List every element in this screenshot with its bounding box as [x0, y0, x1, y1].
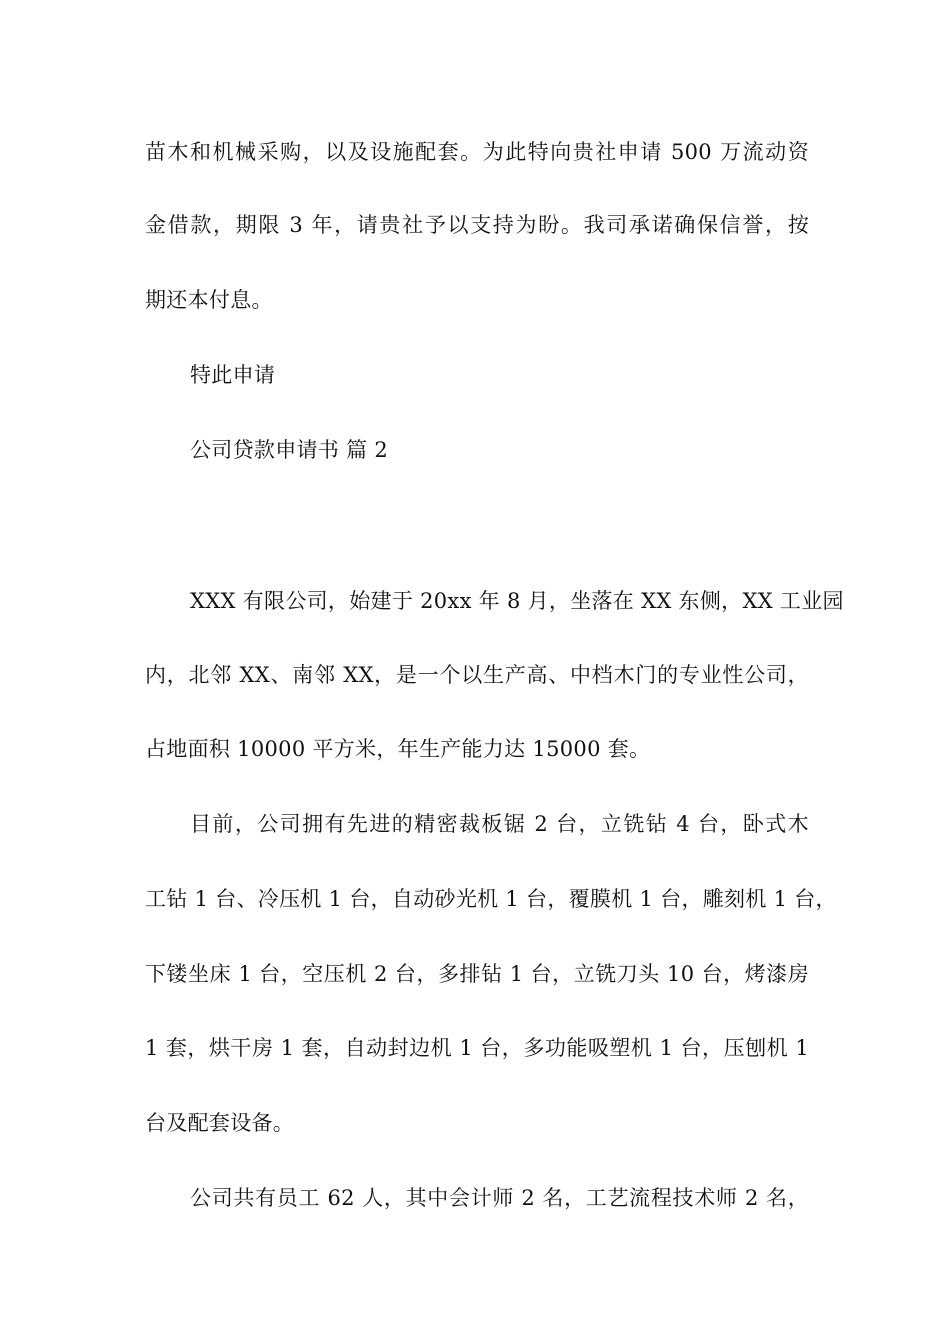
paragraph-line: 公司共有员工 62 人，其中会计师 2 名，工艺流程技术师 2 名， — [190, 1186, 809, 1210]
paragraph-line: 1 套，烘干房 1 套，自动封边机 1 台，多功能吸塑机 1 台，压刨机 1 — [145, 1036, 809, 1060]
paragraph-line: XXX 有限公司，始建于 20xx 年 8 月，坐落在 XX 东侧，XX 工业园 — [190, 589, 844, 613]
paragraph-line: 工钻 1 台、冷压机 1 台，自动砂光机 1 台，覆膜机 1 台，雕刻机 1 台， — [145, 887, 837, 911]
closing-line: 特此申请 — [190, 363, 276, 387]
paragraph-line: 金借款，期限 3 年，请贵社予以支持为盼。我司承诺确保信誉，按 — [145, 213, 809, 237]
paragraph-line: 下镂坐床 1 台，空压机 2 台，多排钻 1 台，立铣刀头 10 台，烤漆房 — [145, 962, 809, 986]
paragraph-line: 目前，公司拥有先进的精密裁板锯 2 台，立铣钻 4 台，卧式木 — [190, 812, 809, 836]
paragraph-line: 苗木和机械采购，以及设施配套。为此特向贵社申请 500 万流动资 — [145, 140, 809, 164]
paragraph-line: 期还本付息。 — [145, 288, 273, 312]
paragraph-line: 占地面积 10000 平方米，年生产能力达 15000 套。 — [145, 737, 651, 761]
paragraph-line: 内，北邻 XX、南邻 XX，是一个以生产高、中档木门的专业性公司， — [145, 663, 809, 687]
paragraph-line: 台及配套设备。 — [145, 1111, 295, 1135]
section-heading: 公司贷款申请书 篇 2 — [190, 438, 389, 462]
